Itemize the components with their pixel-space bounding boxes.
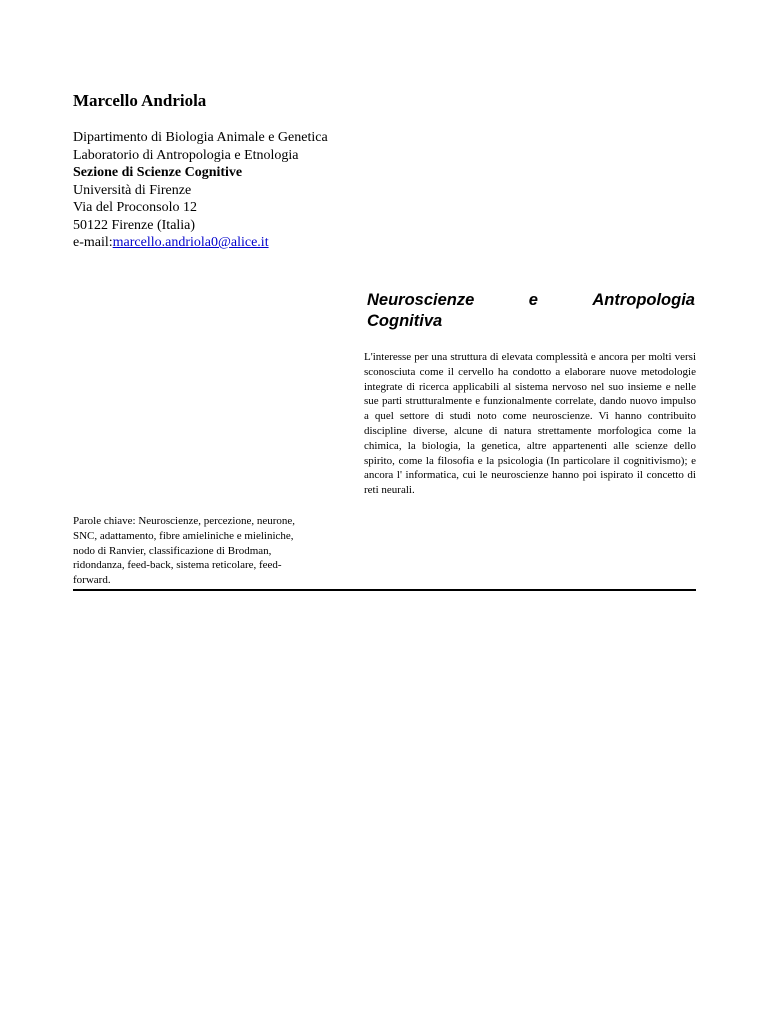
- affiliation-city: 50122 Firenze (Italia): [73, 217, 196, 233]
- article-title-line-2: Cognitiva: [367, 312, 443, 330]
- article-title-word-1: Neuroscienze: [367, 291, 475, 309]
- article-title-word-3: Antropologia: [592, 291, 695, 309]
- affiliation-section: Sezione di Scienze Cognitive: [73, 165, 243, 180]
- article-title-word-2: e: [528, 291, 538, 309]
- article-abstract: L'interesse per una struttura di elevata complessità e ancora per molti versi sconosciuta come il cervello ha condotto a elaborare nuove metodologie integrate di ricerca applicabili al sistema nervoso nel suo insieme e nelle sue parti strutturalmente e funzionalmente correlate, dando nuovo impulso a quel settore di studi noto come neuroscienze. Vi hanno contribuito discipline diverse, alcune di natura strettamente morfologica come la chimica, la biologia, la genetica, altre appartenenti alle scienze dello spirito, come la filosofia e la psicologia (In particolare il cognitivismo); e ancora l' informatica, cui le neuroscienze hanno poi ispirato il concetto di reti neurali.: [364, 351, 696, 497]
- email-link[interactable]: marcello.andriola0@alice.it: [112, 235, 269, 250]
- email-label: e-mail:: [73, 235, 113, 250]
- affiliation-university: Università di Firenze: [73, 182, 192, 198]
- article-title: [367, 290, 695, 332]
- affiliation-laboratory: Laboratorio di Antropologia e Etnologia: [73, 147, 299, 163]
- author-name: Marcello Andriola: [73, 91, 207, 110]
- article-keywords: Parole chiave: Neuroscienze, percezione, neurone, SNC, adattamento, fibre amieliniche e mieliniche, nodo di Ranvier, classificazione di Brodman, ridondanza, feed-back, sistema reticolare, feed-forward.: [73, 515, 296, 587]
- article-title-line-1: [367, 290, 695, 311]
- section-divider: [73, 589, 696, 591]
- affiliation-department: Dipartimento di Biologia Animale e Genetica: [73, 130, 328, 145]
- author-affiliation: [73, 129, 328, 252]
- affiliation-email-row: [73, 234, 328, 252]
- affiliation-street: Via del Proconsolo 12: [73, 200, 197, 215]
